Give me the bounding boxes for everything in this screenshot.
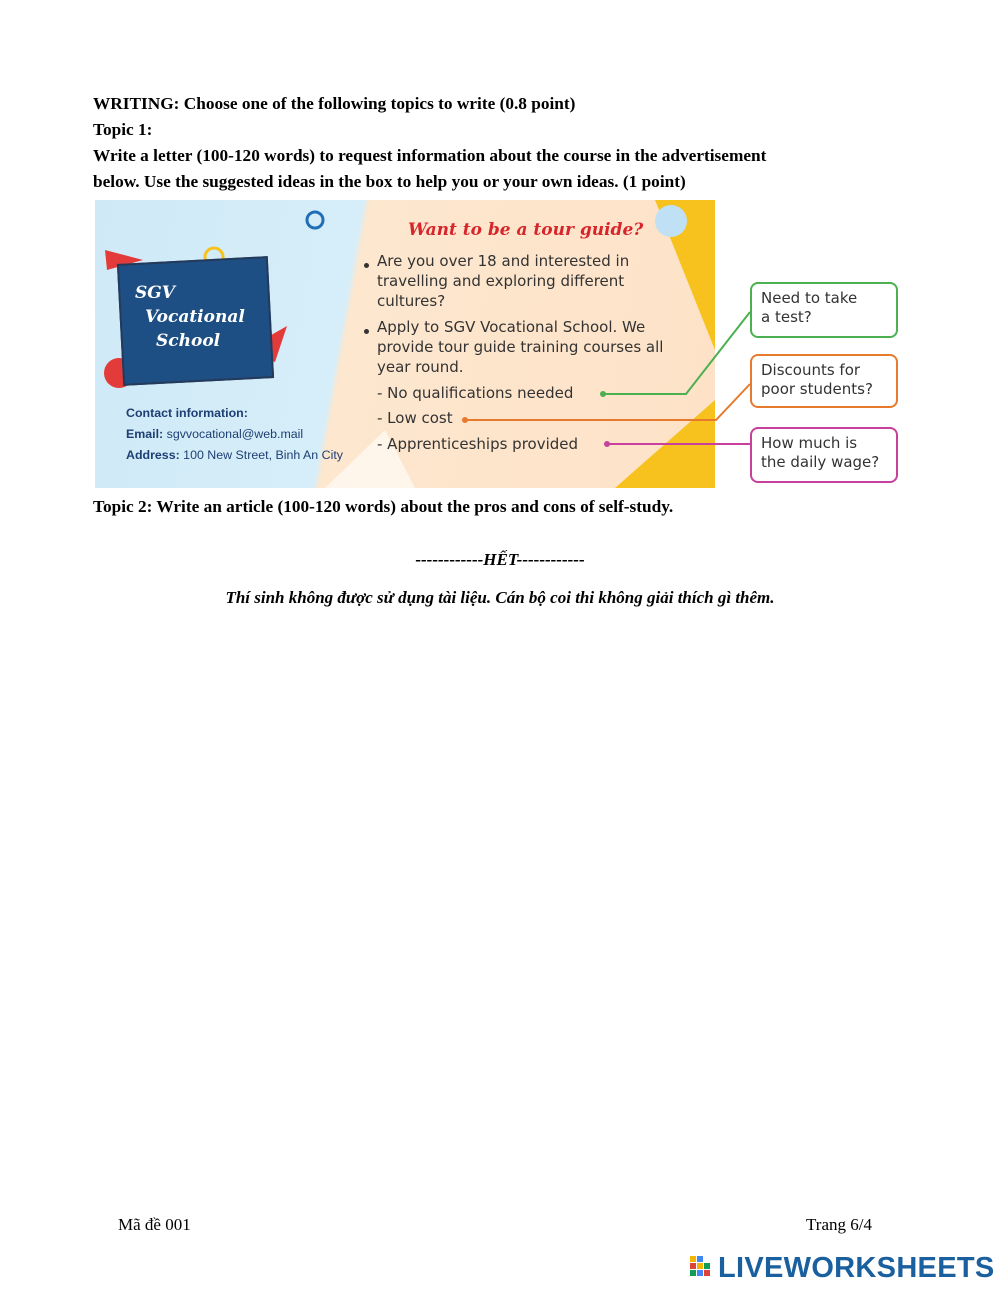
topic2-instruction: Topic 2: Write an article (100-120 words) about the pros and cons of self-study. xyxy=(93,497,674,516)
callout-discounts xyxy=(750,354,898,408)
connector-pink xyxy=(604,441,750,447)
callout-wage xyxy=(750,427,898,483)
callout-wage-line1: How much is xyxy=(761,434,858,452)
ad-bullet2-line2: provide tour guide training courses all xyxy=(377,338,664,356)
ad-title: Want to be a tour guide? xyxy=(408,220,644,240)
callout-wage-line2: the daily wage? xyxy=(761,453,880,471)
exam-code: Mã đề 001 xyxy=(118,1215,191,1234)
topic1-instruction-line2: below. Use the suggested ideas in the box to help you or your own ideas. (1 point) xyxy=(93,172,686,191)
topic1-label: Topic 1: xyxy=(93,120,153,139)
topic1-instruction-line1: Write a letter (100-120 words) to request information about the course in the advertisement xyxy=(93,146,767,165)
ad-feature-low-cost: - Low cost xyxy=(377,409,453,427)
callout-discounts-line1: Discounts for xyxy=(761,361,861,379)
callout-test xyxy=(750,282,898,338)
connector-green xyxy=(600,312,750,397)
contact-heading: Contact information: xyxy=(126,406,248,420)
ad-bullet2-line3: year round. xyxy=(377,358,464,376)
ad-bullet2-line1: Apply to SGV Vocational School. We xyxy=(377,318,646,336)
ad-feature-apprenticeships: - Apprenticeships provided xyxy=(377,435,579,453)
ad-feature-qualifications: - No qualifications needed xyxy=(377,384,574,402)
writing-heading: WRITING: Choose one of the following topics to write (0.8 point) xyxy=(93,94,576,113)
connector-orange xyxy=(462,384,750,423)
callout-discounts-line2: poor students? xyxy=(761,380,873,398)
school-name-line1: SGV xyxy=(135,283,175,303)
end-mark: ------------HẾT------------ xyxy=(415,550,585,569)
contact-address: Address: 100 New Street, Binh An City xyxy=(126,448,343,462)
school-name-line3: School xyxy=(156,331,221,351)
contact-email: Email: sgvvocational@web.mail xyxy=(126,427,304,441)
ad-bullet1-line3: cultures? xyxy=(377,292,446,310)
ad-bullet1-line1: Are you over 18 and interested in xyxy=(377,252,630,270)
school-name-line2: Vocational xyxy=(145,307,245,327)
ad-bullet1-line2: travelling and exploring different xyxy=(377,272,625,290)
liveworksheets-logo-text: LIVEWORKSHEETS xyxy=(718,1252,995,1284)
callout-test-line2: a test? xyxy=(761,308,812,326)
callout-test-line1: Need to take xyxy=(761,289,858,307)
callout-connectors xyxy=(0,0,1000,500)
exam-note: Thí sinh không được sử dụng tài liệu. Cán bộ coi thi không giải thích gì thêm. xyxy=(225,588,775,607)
page-number: Trang 6/4 xyxy=(806,1215,872,1234)
liveworksheets-logo-icon xyxy=(690,1256,716,1282)
